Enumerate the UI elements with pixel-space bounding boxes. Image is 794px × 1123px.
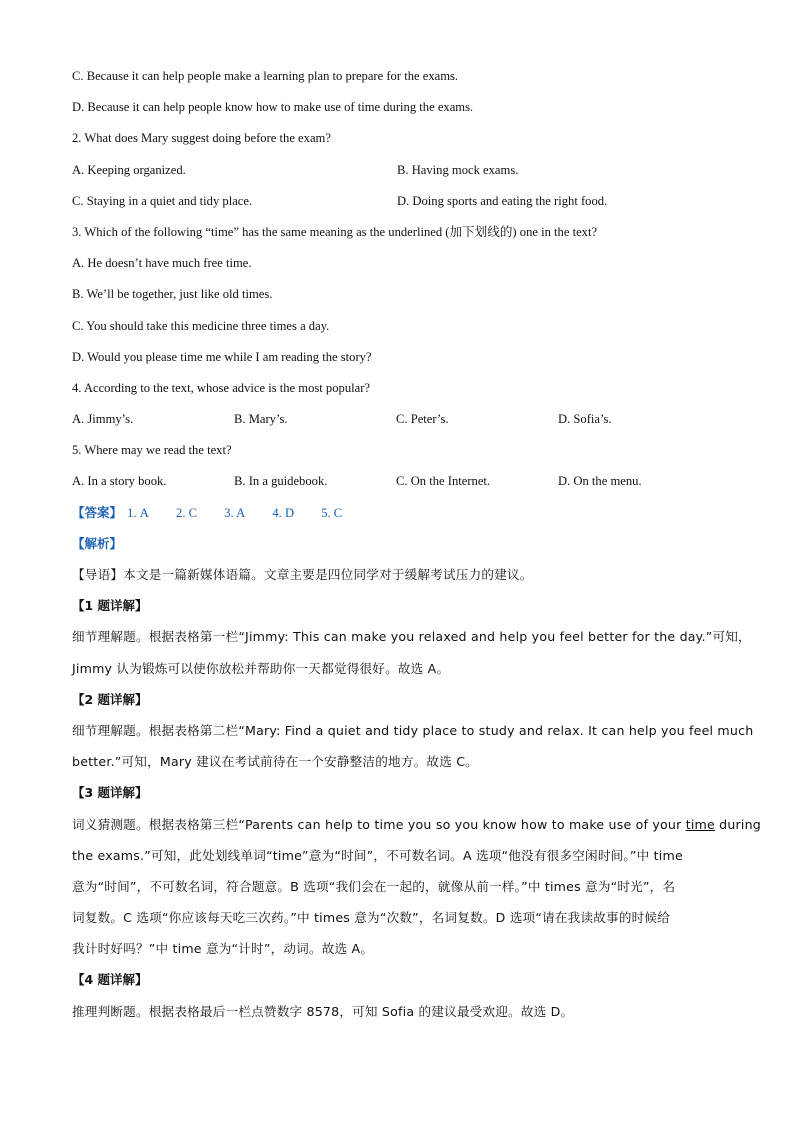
q3-option-d: D. Would you please time me while I am reading the story? (72, 349, 372, 364)
detail-2-line: better.”可知，Mary 建议在考试前待在一个安静整洁的地方。故选 C。 (72, 754, 478, 770)
detail-3-line (72, 813, 762, 844)
q2-option-a: A. Keeping organized. (72, 162, 186, 177)
analysis-label: 【解析】 (72, 535, 123, 551)
q2-option-d: D. Doing sports and eating the right food. (397, 193, 608, 208)
answer-item: 2. C (176, 505, 198, 520)
answer-item: 4. D (272, 505, 295, 520)
q3-option-c: C. You should take this medicine three times a day. (72, 318, 330, 333)
detail-3-title: 【3 题详解】 (72, 785, 148, 801)
q2-stem: 2. What does Mary suggest doing before the exam? (72, 131, 331, 146)
q1-option-c: C. Because it can help people make a learning plan to prepare for the exams. (72, 69, 459, 83)
answer-label: 【答案】 (72, 504, 123, 520)
answer-item: 5. C (321, 505, 343, 520)
answer-item: 1. A (127, 505, 149, 520)
q4-option-d: D. Sofia’s. (558, 412, 612, 427)
q4-stem: 4. According to the text, whose advice is the most popular? (72, 380, 370, 395)
intro-paragraph: 【导语】本文是一篇新媒体语篇。文章主要是四位同学对于缓解考试压力的建议。 (72, 567, 533, 582)
q4-option-c: C. Peter’s. (396, 412, 449, 427)
q5-option-c: C. On the Internet. (396, 474, 491, 489)
detail-2-line: 细节理解题。根据表格第二栏“Mary: Find a quiet and tidy place to study and relax. It can help you feel much (72, 722, 754, 738)
detail-1-line: 细节理解题。根据表格第一栏“Jimmy: This can make you relaxed and help you feel better for the day.”可知， (72, 629, 751, 645)
q3-stem: 3. Which of the following “time” has the same meaning as the underlined (加下划线的) one in the text? (72, 224, 598, 239)
exam-page (72, 64, 762, 1031)
q2-options-row2 (72, 189, 732, 220)
detail-3-line: the exams.”可知，此处划线单词“time”意为“时间”，不可数名词。A 选项“他没有很多空闲时间。”中 time (72, 847, 683, 863)
q4-option-b: B. Mary’s. (234, 412, 288, 427)
q5-option-b: B. In a guidebook. (234, 474, 328, 489)
answer-key (72, 501, 732, 532)
q2-options-row1 (72, 158, 732, 189)
detail-3-line: 我计时好吗？”中 time 意为“计时”，动词。故选 A。 (72, 941, 374, 957)
q3-option-b: B. We’ll be together, just like old times. (72, 287, 273, 302)
detail-3-text: 词义猜测题。根据表格第三栏“Parents can help to time you so you know how to make use of your (72, 816, 686, 832)
detail-3-line: 意为“时间”，不可数名词，符合题意。B 选项“我们会在一起的，就像从前一样。”中 times 意为“时光”，名 (72, 878, 676, 894)
detail-2-title: 【2 题详解】 (72, 691, 148, 707)
answer-item: 3. A (224, 505, 246, 520)
underlined-word-time: time (685, 816, 715, 832)
detail-3-text: during (714, 816, 762, 832)
q5-option-d: D. On the menu. (558, 474, 642, 489)
detail-1-title: 【1 题详解】 (72, 598, 148, 614)
q4-option-a: A. Jimmy’s. (72, 412, 134, 427)
detail-1-line: Jimmy 认为锻炼可以使你放松并帮助你一天都觉得很好。故选 A。 (72, 660, 450, 676)
detail-4-line: 推理判断题。根据表格最后一栏点赞数字 8578，可知 Sofia 的建议最受欢迎。故选 D。 (72, 1003, 574, 1019)
q5-options (72, 469, 732, 500)
q3-option-a: A. He doesn’t have much free time. (72, 256, 252, 271)
q5-option-a: A. In a story book. (72, 474, 167, 489)
q2-option-b: B. Having mock exams. (397, 162, 519, 177)
detail-4-title: 【4 题详解】 (72, 972, 148, 988)
detail-3-line: 词复数。C 选项“你应该每天吃三次药。”中 times 意为“次数”，名词复数。D 选项“请在我读故事的时候给 (72, 910, 670, 926)
q5-stem: 5. Where may we read the text? (72, 443, 232, 458)
q4-options (72, 407, 732, 438)
q2-option-c: C. Staying in a quiet and tidy place. (72, 193, 253, 208)
q1-option-d: D. Because it can help people know how to make use of time during the exams. (72, 100, 474, 115)
